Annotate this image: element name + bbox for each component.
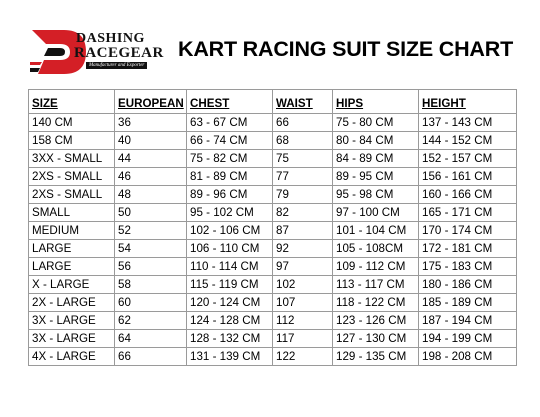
cell-european: 62 [115, 312, 187, 330]
column-header-european: EUROPEAN [115, 90, 187, 114]
cell-european: 48 [115, 186, 187, 204]
logo-line1: DASHING [76, 31, 145, 46]
table-row [29, 186, 517, 204]
table-row [29, 330, 517, 348]
cell-height: 160 - 166 CM [419, 186, 517, 204]
cell-chest: 131 - 139 CM [187, 348, 273, 366]
cell-european: 66 [115, 348, 187, 366]
cell-hips: 95 - 98 CM [333, 186, 419, 204]
cell-height: 165 - 171 CM [419, 204, 517, 222]
cell-height: 144 - 152 CM [419, 132, 517, 150]
cell-european: 60 [115, 294, 187, 312]
cell-european: 64 [115, 330, 187, 348]
cell-chest: 110 - 114 CM [187, 258, 273, 276]
cell-size: LARGE [29, 258, 115, 276]
cell-european: 54 [115, 240, 187, 258]
table-body [29, 114, 517, 366]
cell-waist: 112 [273, 312, 333, 330]
cell-waist: 117 [273, 330, 333, 348]
brand-logo [30, 24, 180, 80]
cell-european: 50 [115, 204, 187, 222]
size-chart-table [28, 89, 517, 366]
cell-chest: 124 - 128 CM [187, 312, 273, 330]
cell-chest: 81 - 89 CM [187, 168, 273, 186]
table-row [29, 150, 517, 168]
cell-hips: 84 - 89 CM [333, 150, 419, 168]
cell-waist: 82 [273, 204, 333, 222]
table-row [29, 204, 517, 222]
cell-hips: 113 - 117 CM [333, 276, 419, 294]
table-row [29, 276, 517, 294]
table-header-row [29, 90, 517, 114]
cell-european: 56 [115, 258, 187, 276]
cell-height: 194 - 199 CM [419, 330, 517, 348]
table-row [29, 114, 517, 132]
cell-size: LARGE [29, 240, 115, 258]
cell-hips: 109 - 112 CM [333, 258, 419, 276]
cell-size: SMALL [29, 204, 115, 222]
column-header-chest: CHEST [187, 90, 273, 114]
cell-height: 156 - 161 CM [419, 168, 517, 186]
cell-waist: 66 [273, 114, 333, 132]
cell-waist: 77 [273, 168, 333, 186]
table-row [29, 168, 517, 186]
cell-height: 180 - 186 CM [419, 276, 517, 294]
cell-waist: 107 [273, 294, 333, 312]
cell-european: 36 [115, 114, 187, 132]
cell-chest: 106 - 110 CM [187, 240, 273, 258]
cell-height: 172 - 181 CM [419, 240, 517, 258]
column-header-waist: WAIST [273, 90, 333, 114]
cell-waist: 87 [273, 222, 333, 240]
cell-european: 44 [115, 150, 187, 168]
cell-hips: 89 - 95 CM [333, 168, 419, 186]
cell-chest: 89 - 96 CM [187, 186, 273, 204]
cell-european: 40 [115, 132, 187, 150]
cell-height: 152 - 157 CM [419, 150, 517, 168]
cell-size: 2XS - SMALL [29, 186, 115, 204]
cell-chest: 66 - 74 CM [187, 132, 273, 150]
cell-chest: 75 - 82 CM [187, 150, 273, 168]
cell-size: 158 CM [29, 132, 115, 150]
cell-size: 140 CM [29, 114, 115, 132]
cell-chest: 102 - 106 CM [187, 222, 273, 240]
logo-tagline: Manufacturer and Exporter [86, 62, 147, 69]
cell-size: 3XX - SMALL [29, 150, 115, 168]
cell-hips: 129 - 135 CM [333, 348, 419, 366]
cell-hips: 118 - 122 CM [333, 294, 419, 312]
cell-chest: 63 - 67 CM [187, 114, 273, 132]
cell-chest: 120 - 124 CM [187, 294, 273, 312]
cell-height: 185 - 189 CM [419, 294, 517, 312]
cell-waist: 102 [273, 276, 333, 294]
page-title: KART RACING SUIT SIZE CHART [178, 37, 514, 61]
table-row [29, 294, 517, 312]
table-row [29, 222, 517, 240]
column-header-height: HEIGHT [419, 90, 517, 114]
cell-chest: 128 - 132 CM [187, 330, 273, 348]
table-row [29, 312, 517, 330]
cell-height: 175 - 183 CM [419, 258, 517, 276]
column-header-hips: HIPS [333, 90, 419, 114]
cell-size: 3X - LARGE [29, 312, 115, 330]
cell-european: 46 [115, 168, 187, 186]
cell-hips: 127 - 130 CM [333, 330, 419, 348]
cell-height: 187 - 194 CM [419, 312, 517, 330]
cell-height: 137 - 143 CM [419, 114, 517, 132]
table-row [29, 240, 517, 258]
table-row [29, 258, 517, 276]
cell-hips: 101 - 104 CM [333, 222, 419, 240]
column-header-size: SIZE [29, 90, 115, 114]
cell-size: 2X - LARGE [29, 294, 115, 312]
cell-waist: 75 [273, 150, 333, 168]
cell-waist: 97 [273, 258, 333, 276]
table-row [29, 348, 517, 366]
cell-height: 198 - 208 CM [419, 348, 517, 366]
cell-hips: 105 - 108CM [333, 240, 419, 258]
cell-size: 2XS - SMALL [29, 168, 115, 186]
cell-size: X - LARGE [29, 276, 115, 294]
cell-waist: 92 [273, 240, 333, 258]
cell-hips: 75 - 80 CM [333, 114, 419, 132]
cell-waist: 122 [273, 348, 333, 366]
cell-hips: 123 - 126 CM [333, 312, 419, 330]
cell-hips: 80 - 84 CM [333, 132, 419, 150]
header [0, 0, 540, 88]
cell-size: MEDIUM [29, 222, 115, 240]
cell-chest: 115 - 119 CM [187, 276, 273, 294]
cell-european: 52 [115, 222, 187, 240]
cell-size: 3X - LARGE [29, 330, 115, 348]
cell-european: 58 [115, 276, 187, 294]
cell-size: 4X - LARGE [29, 348, 115, 366]
logo-line2: RACEGEAR [74, 45, 164, 61]
cell-chest: 95 - 102 CM [187, 204, 273, 222]
cell-waist: 79 [273, 186, 333, 204]
table-row [29, 132, 517, 150]
cell-waist: 68 [273, 132, 333, 150]
cell-hips: 97 - 100 CM [333, 204, 419, 222]
cell-height: 170 - 174 CM [419, 222, 517, 240]
